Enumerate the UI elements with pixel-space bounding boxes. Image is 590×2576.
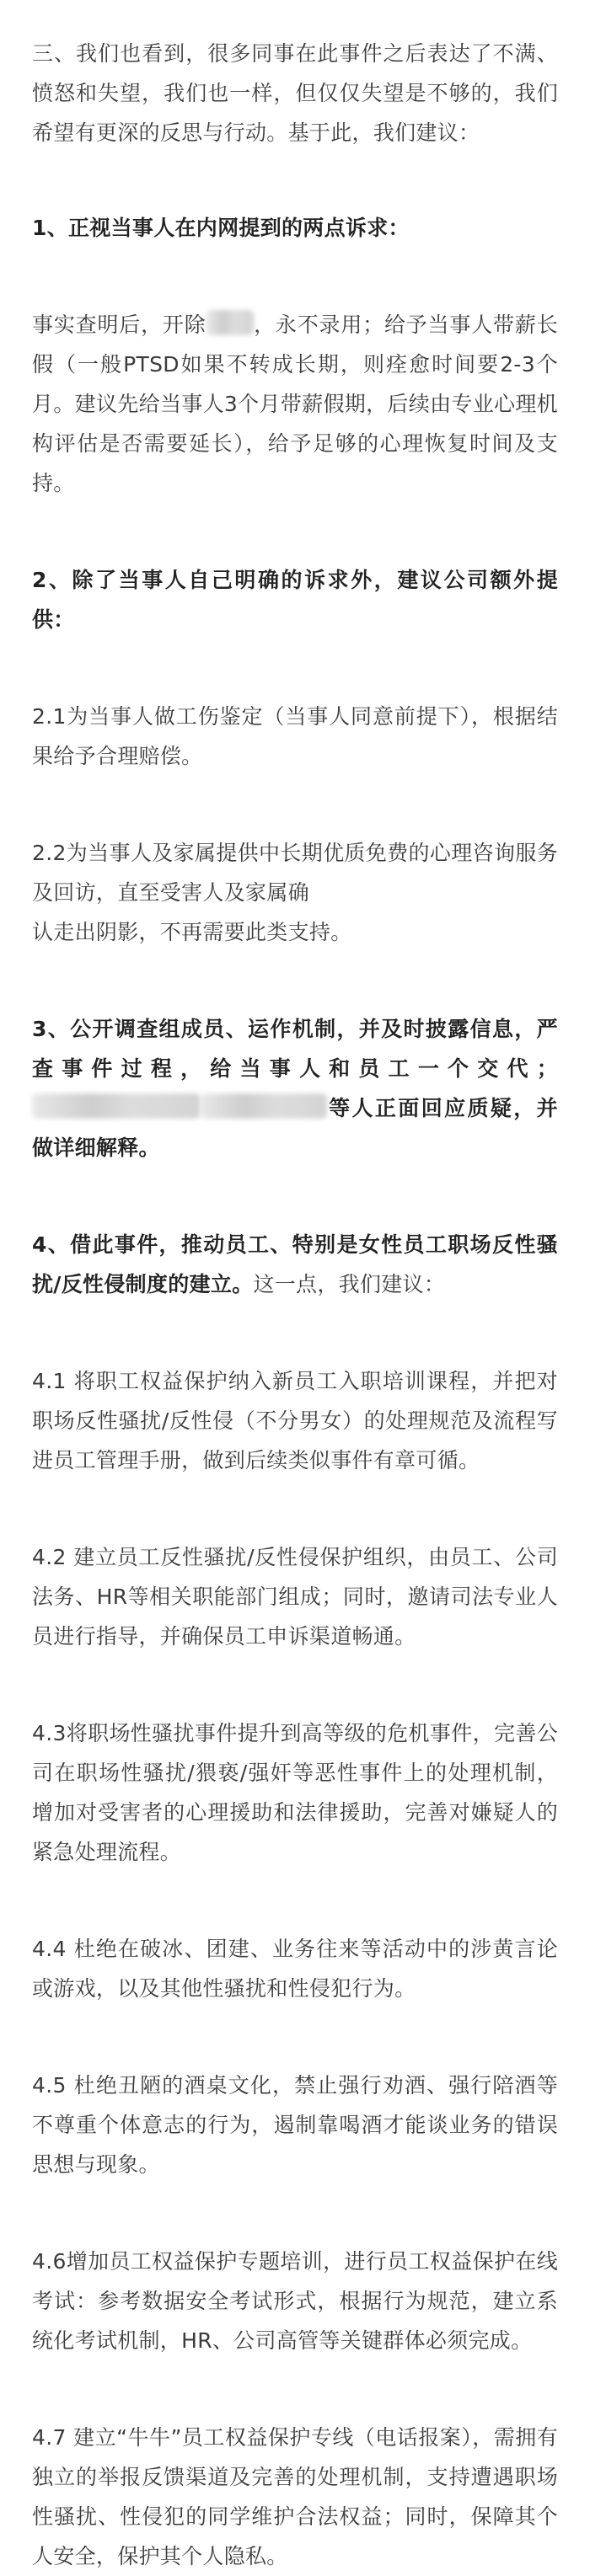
section-4-6-paragraph: 4.6增加员工权益保护专题培训，进行员工权益保护在线考试：参考数据安全考试形式，根据行为规范，建立系统化考试机制，HR、公司高管等关键群体必须完成。 [32, 2249, 558, 2353]
redacted-names-block-2 [201, 1093, 327, 1119]
section-4-2-paragraph: 4.2 建立员工反性骚扰/反性侵保护组织，由员工、公司法务、HR等相关职能部门组成；同时，邀请司法专业人员进行指导，并确保员工申诉渠道畅通。 [32, 1545, 558, 1649]
section-1-body [32, 305, 558, 503]
section-2-2-paragraph: 2.2为当事人及家属提供中长期优质免费的心理咨询服务及回访，直至受害人及家属确 认走出阴影，不再需要此类支持。 [32, 841, 558, 944]
section-4-heading: 4、借此事件，推动员工、特别是女性员工职场反性骚扰/反性侵制度的建立。 [32, 1232, 558, 1296]
section-3-text-end: 等人正面回应质疑，并做详细解释。 [32, 1096, 558, 1160]
section-4-3-paragraph: 4.3将职场性骚扰事件提升到高等级的危机事件，完善公司在职场性骚扰/猥亵/强奸等恶性事件上的处理机制，增加对受害者的心理援助和法律援助，完善对嫌疑人的紧急处理流程。 [32, 1721, 558, 1864]
intro-paragraph: 三、我们也看到，很多同事在此事件之后表达了不满、愤怒和失望，我们也一样，但仅仅失望是不够的，我们希望有更深的反思与行动。基于此，我们建议： [32, 41, 558, 145]
section-4-heading-paragraph [32, 1225, 558, 1304]
section-4-1-paragraph: 4.1 将职工权益保护纳入新员工入职培训课程，并把对职场反性骚扰/反性侵（不分男女）的处理规范及流程写进员工管理手册，做到后续类似事件有章可循。 [32, 1369, 558, 1472]
section-2-1-paragraph: 2.1为当事人做工伤鉴定（当事人同意前提下），根据结果给予合理赔偿。 [32, 704, 558, 768]
section-1-body-start: 事实查明后，开除 [32, 313, 206, 337]
section-3-paragraph [32, 1009, 558, 1168]
redacted-name-block [206, 310, 254, 335]
section-2-heading: 2、除了当事人自己明确的诉求外，建议公司额外提供： [32, 568, 558, 632]
section-4-heading-tail: 这一点，我们建议： [253, 1272, 446, 1296]
section-4-5-paragraph: 4.5 杜绝丑陋的酒桌文化，禁止强行劝酒、强行陪酒等不尊重个体意志的行为，遏制靠喝酒才能谈业务的错误思想与现象。 [32, 2073, 558, 2177]
section-4-7-paragraph: 4.7 建立“牛牛”员工权益保护专线（电话报案），需拥有独立的举报反馈渠道及完善的处理机制，支持遭遇职场性骚扰、性侵犯的同学维护合法权益；同时，保障其个人安全，保护其个人隐私。 [32, 2425, 558, 2568]
section-4-4-paragraph: 4.4 杜绝在破冰、团建、业务往来等活动中的涉黄言论或游戏，以及其他性骚扰和性侵犯行为。 [32, 1937, 558, 2001]
section-1-body-end: ，永不录用；给予当事人带薪长假（一般PTSD如果不转成长期，则痊愈时间要2-3个月。建议先给当事人3个月带薪假期，后续由专业心理机构评估是否需要延长），给予足够的心理恢复时间及支持。 [32, 313, 558, 495]
section-1-heading: 1、正视当事人在内网提到的两点诉求： [32, 216, 410, 240]
section-3-text-start: 3、公开调查组成员、运作机制，并及时披露信息，严查事件过程，给当事人和员工一个交代； [32, 1017, 558, 1081]
redacted-names-block-1 [32, 1093, 201, 1119]
